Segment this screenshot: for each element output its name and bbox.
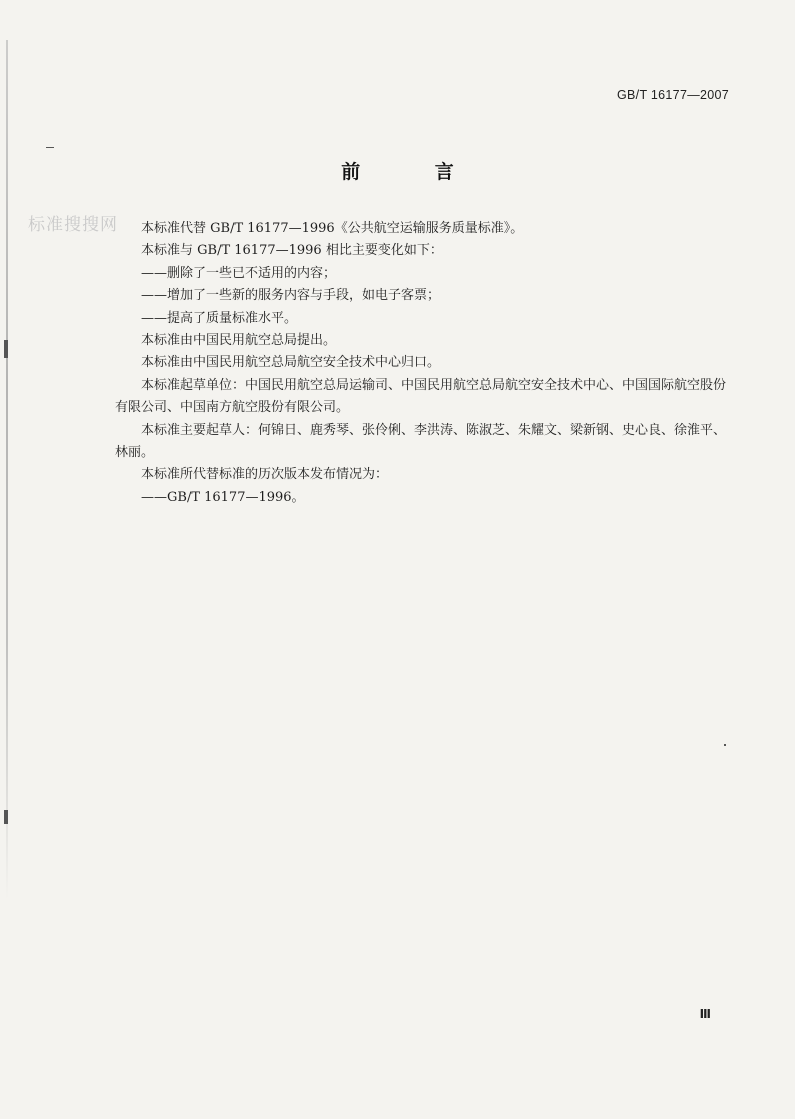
list-item: ——GB/T 16177—1996。 [141,489,305,505]
paragraph-changes-intro: 本标准与 GB/T 16177—1996 相比主要变化如下： [141,243,443,259]
paragraph-drafting-units: 本标准起草单位：中国民用航空总局运输司、中国民用航空总局航空安全技术中心、中国国际航空股份有限公司、中国南方航空股份有限公司。 [115,377,727,416]
list-item: ——提高了质量标准水平。 [141,310,298,326]
list-item: ——删除了一些已不适用的内容； [141,265,337,281]
list-item: ——增加了一些新的服务内容与手段，如电子客票； [141,288,441,304]
scan-mark [4,810,8,824]
watermark: 标准搜搜网 [28,215,118,235]
paragraph-replaces: 本标准代替 GB/T 16177—1996《公共航空运输服务质量标准》。 [141,221,524,236]
preface-body [115,218,735,509]
page-title: 前 言 [341,161,488,183]
scan-mark [46,147,54,148]
paragraph-history-intro: 本标准所代替标准的历次版本发布情况为： [141,467,389,483]
paragraph-drafters: 本标准主要起草人：何锦日、鹿秀琴、张伶俐、李洪涛、陈淑芝、朱耀文、梁新钢、史心良、徐淮平、林丽。 [115,422,727,461]
scan-mark [4,340,8,358]
paragraph-proposed-by: 本标准由中国民用航空总局提出。 [141,333,337,349]
paragraph-centralized-by: 本标准由中国民用航空总局航空安全技术中心归口。 [141,355,441,371]
standard-code: GB/T 16177—2007 [617,88,729,102]
page-number: Ⅲ [699,1007,711,1021]
scan-mark [724,744,726,746]
